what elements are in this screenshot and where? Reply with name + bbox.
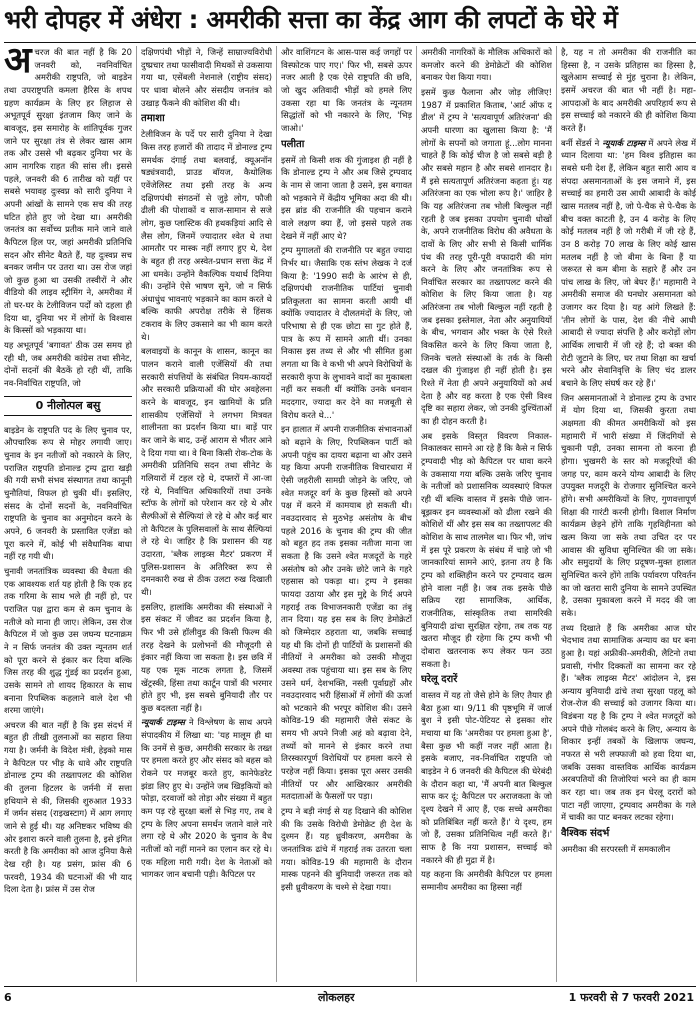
subheading-tamasha: तमाशा bbox=[141, 113, 165, 125]
article-column-4 bbox=[421, 46, 552, 984]
subheading-vaishvik-sandarbh: वैश्विक संदर्भ bbox=[561, 828, 610, 840]
paragraph: जिन असमानताओं ने डोनाल्ड ट्रम्प के उभार में योग दिया था, जिसकी कुरता तथा अक्षमता की कीमत अमरीकियों को इस महामारी में भारी संख्या में जिंदगियों से चुकानी पड़ी, उनका सामना तो करना ही होगा। भुखमरी के स्तर को मजदूरियों की जगह पर, काम करने योग्य आबादी के लिए उपयुक्त मजदूरी के रोजगार सुनिश्चित करने होंगे। सभी अमरीकियों के लिए, गुणवत्तापूर्ण शिक्षा की गारंटी करनी होगी। विशाल निर्माण कार्यक्रम छेड़ने होंगे ताकि गृहविहीनता को खत्म किया जा सके तथा उचित दर पर आवास की सुविधा सुनिश्चित की जा सके। और समुदायों के लिए प्रदूषण-मुक्त हालात सुनिश्चित करने होंगे ताकि पर्यावरण परिवर्तन का जो खतरा सारी दुनिया के सामने उपस्थित है, उसका मुकाबला करने में मदद की जा सके। bbox=[561, 392, 696, 618]
paragraph: टेलीविजन के पर्दे पर सारी दुनिया ने देखा किस तरह हजारों की तादाद में डोनाल्ड ट्रम्प समर्थक दंगाई तथा बलवाई, क्यूअनॉन षड्यंत्रवादी, प्राउड बॉयज, कैथोलिक एवेंजेलिस्ट तथा इसी तरह के अन्य दक्षिणपंथी संगठनों से जुड़े लोग, फौजी ढीली की पोशाकों व साज-सामान से सजे लोग, कुछ प्लास्टिक की हथकड़ियां आदि से लैस लोग, जिनमें ज्यादातर श्वेत थे तथा आमतौर पर मास्क नहीं लगाए हुए थे, देश के बहुत ही तरह अस्वेत-प्रधान सत्ता केंद्र में आ धमके। उन्होंने वैकल्पिक यथार्थ दिनिया की। उन्होंने ऐसे भाषण सुने, जो न सिर्फ अंधाधुंध भावनाएं भड़काने का काम करते थे बल्कि काफी अपरोक्ष तरीके से हिंसक टकराव के लिए उकसाने का भी काम करते थे। bbox=[141, 129, 272, 342]
paragraph-text: चरज की बात नहीं है कि 20 जनवरी को, नवनिर्वाचित अमरीकी राष्ट्रपति, जो बाइडेन तथा उपराष्ट्रपति कमला हैरिस के शपथ ग्रहण कार्यक्रम के लिए हर लिहाज से अभूतपूर्व सुरक्षा इंतजाम किए जाने के बावजूद, इस समारोह के शांतिपूर्वक गुजर जाने पर सुरक्षा तंत्र से लेकर खास आम तक और उससे भी बढ़कर दुनिया भर के आम नागरिक राहत की सांस ली। इससे पहले, जनवरी की 6 तारीख को यहीं पर सबसे भयावह दुःस्वप्न को सारी दुनिया ने अपनी आंखों के सामने एक सच की तरह घटित होते हुए जो देखा था। अमरीकी जनतंत्र का सर्वोच्च प्रतीक माने जाने वाले कैपिटल हिल पर, जहां अमरीकी प्रतिनिधि सदन और सीनेट बैठते हैं, यह दुःस्वप्न सच बनकर जमीन पर उतरा था। उस रोज जहां जो कुछ हुआ था उसकी तस्वीरों ने और वीडियो की लाइव स्ट्रीमिंग ने, अमरीका में तो घर-घर के टेलीविजन पर्दों को दहला ही दिया था, दुनिया भर में लोगों के विश्वास के किस्सों को भड़काया था। bbox=[4, 47, 132, 336]
footer-rule bbox=[4, 986, 696, 987]
page-number: 6 bbox=[4, 991, 12, 1004]
paragraph: अचरज की बात नहीं है कि इस संदर्भ में बहुत ही तीखी तुलनाओं का सहारा लिया गया है। जर्मनी के विदेश मंत्री, हेइको मास ने कैपिटल पर भीड़ के धावे और राष्ट्रपति डोनाल्ड ट्रम्प की तख्तापलट की कोशिश की तुलना हिटलर के जर्मनी में सत्ता हथियाने से की, जिसकी शुरुआत 1933 में जर्मन संसद (राइखस्टाग) में आग लगाए जाने से हुई थी। यह अनिष्टकर भविष्य की ओर इशारा करने वाली तुलना है, इसे इंगित करती है कि अमरीका को आज दुनिया कैसे देख रही है। यह प्रसंग, फ्रांस की 6 फरवरी, 1934 की घटनाओं की भी याद दिला देता है। फ्रांस में उस रोज bbox=[4, 719, 132, 895]
paragraph-text: ने विश्लेषण के साथ अपने संपादकीय में लिखा था: 'यह मालूम ही था कि उनमें से कुछ, अमरीकी सरकार के तख्त पर हमला करते हुए और संसद को बहस को रोकने पर मजबूर करते हुए, कानेफेडरेट झंडा लिए हुए थे। उन्होंने जब खिड़कियों को फोड़ा, दरवाजों को तोड़ा और संख्या में बहुत कम पड़ रहे सुरक्षा बलों से भिड़ गए, तब वे ट्रम्प के लिए अपना समर्थन जताने वाले नारे लगा रहे थे और 2020 के चुनाव के वैध नतीजों को नहीं मानने का एलान कर रहे थे। एक महिला मारी गयी। देश के नेताओं को भागकर जान बचानी पड़ी। कैपिटल पर bbox=[141, 717, 272, 880]
paragraph: चुनावी जनतांत्रिक व्यवस्था की वैधता की एक आवश्यक शर्त यह होती है कि एक हद तक गरिमा के साथ भले ही नहीं हो, पर पराजित पक्ष द्वारा कम से कम चुनाव के नतीजे को माना ही जाए। लेकिन, उस रोज कैपिटल में जो कुछ उस जघन्य घटनाक्रम ने न सिर्फ जनतंत्र की उक्त न्यूनतम शर्त को पूरा करने से इंकार कर दिया बल्कि जिस तरह की शुद्ध गुंडई का प्रदर्शन हुआ, उसके सामने तो शायद हिकारत के साथ बनाना रिपब्लिक कहलाने वाले देश भी शरमा जाएंगे। bbox=[4, 565, 132, 716]
newspaper-title: लोकलहर bbox=[318, 991, 355, 1004]
paragraph-text: बर्नी सेंडर्स ने bbox=[561, 137, 603, 148]
article-column-3 bbox=[281, 46, 412, 984]
paragraph bbox=[141, 716, 272, 881]
paragraph: इसमें तो किसी शक की गुंजाइश ही नहीं है कि डोनाल्ड ट्रम्प ने और अब जिसे ट्रम्पवाद के नाम से जाना जाता है उसने, इस बगावत को भड़काने में केंद्रीय भूमिका अदा की थी। इस ब्रांड की राजनीति की पहचान कराने वाले लक्षण क्या हैं, जो इससे पहले तक देखने में नहीं आए थे? bbox=[281, 154, 412, 241]
paragraph: दक्षिणपंथी भीड़ों ने, जिन्हें साम्राज्यविरोधी दुष्प्रचार तथा फासीवादी मिथकों से उकसाया गया था, एसेंबली नेशनाले (राष्ट्रीय संसद) पर धावा बोलने और संसदीय जनतंत्र को उखाड़ फैंकने की कोशिश की थी। bbox=[141, 47, 272, 108]
subheading-gharelu-dararen: घरेलू दरारें bbox=[421, 674, 458, 686]
column-divider bbox=[276, 46, 277, 982]
paragraph: ट्रम्प ने बड़ी नंगई से यह दिखाने की कोशिश की कि उसके विरोधी डेमोक्रेट ही देश के दुश्मन हैं। यह ध्रुवीकरण, अमरीका के जनतांत्रिक ढांचे में गहराई तक उतरता चला गया। कोविड-19 की महामारी के दौरान मास्क पहनने की बुनियादी जरूरत तक को इसी ध्रुवीकरण के चश्मे से देखा गया। bbox=[281, 806, 412, 892]
paragraph: इसमें कुछ फैलाना और जोड़ लीजिए! 1987 में प्रकाशित किताब, 'आर्ट ऑफ द डील' में ट्रम्प ने 'सत्यवापूर्ण अतिरंजना' की अपनी धारणा का खुलासा किया है: 'मैं लोगों के सपनों को जगाता हूं...लोग मानना चाहते हैं कि कोई चीज है जो सबसे बड़ी है और सबसे महान है और सबसे शानदार है। मैं इसे सत्यतापूर्ण अतिरंजना कहता हूं। यह अतिरंजना का एक भोला रूप है।' जाहिर है कि यह अतिरंजना तब भोली बिल्कुल नहीं रहती है जब इसका उपयोग चुनावी धोखों के, अपने राजनीतिक विरोध की अवैधता के दावों के लिए और सभी से किसी धार्मिक पंथ की तरह पूरी-पूरी वफादारी की मांग करने के लिए और जनतांत्रिक रूप से निर्वाचित सरकार का तख्तापलट करने की कोशिश के लिए किया जाता है। यह अतिरंजना तब भोली बिल्कुल नहीं रहती है जब इसका इस्तेमाल, नेता और अनुयायियों के बीच, भगवान और भक्त के ऐसे रिश्ते विकसित करने के लिए किया जाता है, जिनके चलते संस्थाओं के तर्क के किसी दखल की गुंजाइश ही नहीं होती है। इस रिश्ते में नेता ही अपने अनुयायियों को अर्थ देता है और वह करता है एक ऐसी विश्व दृष्टि का सहारा लेकर, जो उनकी दुश्चिंताओं का ही दोहन करती है। bbox=[421, 86, 552, 427]
subheading-palita: पलीता bbox=[281, 138, 305, 150]
column-divider bbox=[416, 46, 417, 982]
article-column-2 bbox=[141, 46, 272, 984]
page-headline: भरी दोपहर में अंधेरा : अमरीकी सत्ता का केंद्र आग की लपटों के घेरे में bbox=[4, 5, 618, 34]
paragraph: यह अभूतपूर्व 'बगावत' ठीक उस समय हो रही थी, जब अमरीकी कांग्रेस तथा सीनेट, दोनों सदनों की बैठकें हो रही थीं, ताकि नव-निर्वाचित राष्ट्रपति, जो bbox=[4, 340, 132, 389]
newspaper-name: न्यूयार्क टाइम्स bbox=[602, 137, 646, 148]
article-column-1 bbox=[4, 46, 132, 984]
column-divider bbox=[136, 46, 137, 982]
drop-cap: अ bbox=[4, 46, 32, 81]
headline-rule bbox=[4, 42, 696, 43]
article-column-5 bbox=[561, 46, 696, 984]
opening-paragraph bbox=[4, 46, 132, 337]
issue-date: 1 फरवरी से 7 फरवरी 2021 bbox=[568, 991, 694, 1004]
paragraph: ट्रम्प मुगालतों की राजनीति पर बहुत ज्यादा निर्भर था। जैसाकि एक स्तंभ लेखक ने दर्ज किया है: '1990 सदी के आरंभ से ही, दक्षिणपंथी राजनीतिक पार्टियां चुनावी प्रतिकूलता का सामना करती आयी थीं क्योंकि ज्यादातर वे दौलतमंदों के लिए, जो परिभाषा से ही एक छोटा सा गुट होते हैं, पात्र के रूप में सामने आती थीं। उनका निकास इस तथ्य से और भी सीमित हुआ लगता था कि वे कभी भी अपने विरोधियों के सरकारी कृपा के लुभावने वादों का मुकाबला नहीं कर सकती थीं क्योंकि उनके धनवान मददगार, ज्यादा कर देने का मजबूती से विरोध करते थे...' bbox=[281, 245, 412, 420]
paragraph: है, यह न तो अमरीका की राजनीति का हिस्सा है, न उसके प्रतिहास का हिस्सा है, खुलेआम सच्चाई से मुंह चुराना है। लेकिन, इसमें अचरज की बात भी नहीं है। महा-आपदाओं के बाद अमरीकी अपरिहार्य रूप से इस सच्चाई को नकारने की ही कोशिश किया करते हैं। bbox=[561, 47, 696, 133]
paragraph bbox=[561, 137, 696, 390]
paragraph: इसलिए, हालांकि अमरीका की संस्थाओं ने इस संकट में जीवट का प्रदर्शन किया है, फिर भी उसे हॉलीवुड की किसी फिल्म की तरह देखने के प्रलोभनों की मौजूदगी से इंकार नहीं किया जा सकता है। इस छवि में यह एक मूक नाटक लगता है, जिसमें खेंट्रस्की, हिंसा तथा कार्टून पात्रों की भरमार होते हुए भी, इस सबसे बुनियादी तौर पर कुछ बदलता नहीं है। bbox=[141, 601, 272, 713]
paragraph-text: में अपने लेख में ध्यान दिलाया था: 'हम विश्व इतिहास का सबसे धनी देश हैं, लेकिन बहुत सारी आय व संपदा असमानताओं के इस जमाने में, इस सच्चाई का हमारी उस आधी आबादी के कोई खास मतलब नहीं है, जो पे-चैक से पे-चैक के बीच वक्त काटती है, उन 4 करोड़ के लिए कोई मतलब नहीं है जो गरीबी में जी रहे हैं, उन 8 करोड़ 70 लाख के लिए कोई खास मतलब नहीं है जो बीमा के बिना हैं या जरूरत से कम बीमा के सहारे हैं और उन पांच लाख के लिए, जो बेघर हैं।' महामारी ने अमरीकी समाज की घनघोर असमानता को उजागर कर दिया है। यह आंगे लिखते हैं: 'तीन लोगों के पास, देश की नीचे आधी आबादी से ज्यादा संपत्ति है और करोड़ों लोग आर्थिक लाचारी में जी रहे हैं; दो बक्त की रोटी जुटाने के लिए, घर तथा शिक्षा का खर्चा भरने और सेवानिवृत्ति के लिए चंद डालर बचाने के लिए संघर्ष कर रहे हैं।' bbox=[561, 137, 696, 389]
paragraph: बलवाइयों के कानून के शासन, कानून का पालन कराने वाली एजेंसियों की तथा सरकारी संपत्तियों के संबंधित नियम-कायदों और सरकारी प्रक्रियाओं की घोर अवहेलना करने के बावजूद, इन खामियों के प्रति शासकीय एजेंसियों ने लगभग मित्रवत शालीनता का प्रदर्शन किया था। बाड़ें पार कर जाने के बाद, उन्हें आराम से भीतर आने दे दिया गया था। वे बिना किसी रोक-टोक के अमरीकी प्रतिनिधि सदन तथा सीनेट के गलियारों में टहल रहे थे, दफ्तरों में आ-जा रहे थे, निर्वाचित अधिकारियों तथा उनके स्टॉफ के लोगों को परेशान कर रहे थे और सैल्फीओं से सैल्फियां ले रहे थे और कई बार तो कैपिटल के पुलिसवालों के साथ सैल्फियां ले रहे थे। जाहिर है कि प्रशासन की यह उदारता, 'ब्लैक लाइव्स मैटर' प्रकरण में पुलिस-प्रशासन के अतिरिक्त रूप से दमनकारी रुख से ठीक उलटा रुख दिखाती थी। bbox=[141, 346, 272, 597]
paragraph: तथ्य दिखाते हैं कि अमरीका आज घोर भेदभाव तथा सामाजिक अन्याय का घर बना हुआ है। यहां अफ्रीकी-अमरीकी, लैटिनो तथा प्रवासी, गंभीर दिक्कतों का सामना कर रहे हैं। 'ब्लैक लाइव्स मैटर' आंदोलन ने, इस अन्याय बुनियादी ढांचे तथा सुरक्षा पहलू को रोज-रोज की सच्चाई को उजागर किया था। विडंबना यह है कि ट्रम्प ने श्वेत मजदूरों को अपने पीछे गोलबंद करने के लिए, अन्याय के शिकार इन्हीं तबकों के खिलाफ जघन्य, नफरत से भरी लफ्फाजी को हवा दिया था, जबकि उसका वास्तविक आर्थिक कार्यक्रम अरबपतियों की तिजोरियां भरने का ही काम कर रहा था। जब तक इन घेरलू दरारों को पाटा नहीं जाएगा, ट्रम्पवाद अमरीका के गले में चाकी का पाट बनकर लटका रहेगा। bbox=[561, 622, 696, 823]
paragraph: अब इसके विस्तृत विवरण निकाल-निकालकर सामने आ रहे हैं कि कैसे न सिर्फ ट्रम्पवादी भीड़ को कैपिटल पर धावा करने के उकसाया गया बल्कि उसके जरिए चुनाव के नतीजों को प्रशासनिक व्यवस्थाएं विफल रही थीं बल्कि वास्तव में इसके पीछे जान-बूझकर इन व्यवस्थाओं को ढीला रखने की कोशिशें थीं और इस सब का तख्तापलट की कोशिश के साथ तालमेल था। फिर भी, जांच में इस पूरे प्रकरण के संबंध में चाहे जो भी जानकारियां सामने आएं, इतना तय है कि ट्रम्प को शक्तिहीन करने पर ट्रम्पवाद खत्म होने वाला नहीं है। जब तक इसके पीछे सक्रिय रहा सामाजिक, आर्थिक, राजनीतिक, सांस्कृतिक तथा सामरिकी बुनियादी ढांचा सुरक्षित रहेगा, तब तक यह खतरा मौजूद ही रहेगा कि ट्रम्प कभी भी दोबारा खतरनाक रूप लेकर फन उठा सकता है। bbox=[421, 430, 552, 669]
paragraph: अमरीकी नागरिकों के मौलिक अधिकारों को कमजोर करने की डेमोक्रेटों की कोशिश बनाकर पेश किया गया। bbox=[421, 47, 552, 83]
paragraph: यह कहना कि अमरीकी कैपिटल पर हमला सम्मानीय अमरीका का हिस्सा नहीं bbox=[421, 869, 552, 892]
paragraph: वास्तव में यह तो जैसे होने के लिए तैयार ही बैठा हुआ था। 9/11 की पृष्ठभूमि में जार्ज बुश ने इसी पोट-पेटियट से इसका शोर मचाया था कि 'अमरीका पर हमला हुआ है', बैसा कुछ भी कहीं नजर नहीं आता है। इसके बजाए, नव-निर्वाचित राष्ट्रपति जो बाइडेन ने 6 जनवरी की कैपिटल की घेरेबंदी के दौरान कहा था, 'मैं अपनी बात बिल्कुल साफ कर दूं: कैपिटल पर अराजकता के जो दृश्य देखने में आए हैं, एक सच्चे अमरीका को प्रतिबिंबित नहीं करते हैं।' ये दृश्य, हम जो हैं, उसका प्रतिनिधित्व नहीं करते हैं।' साफ है कि नया प्रशासन, सच्चाई को नकारने की ही मुद्रा में है। bbox=[421, 690, 552, 865]
paragraph: बाइडेन के राष्ट्रपति पद के लिए चुनाव पर, औपचारिक रूप से मोहर लगायी जाए। चुनाव के इन नतीजों को नकारने के लिए, पराजित राष्ट्रपति डोनाल्ड ट्रम्प द्वारा खड़ी की गयी सभी संभव संस्थागत तथा कानूनी चुनौतियां, विफल हो चुकी थीं। इसलिए, संसद के दोनों सदनों के, नवनिर्वाचित राष्ट्रपति के चुनाव का अनुमोदन करने के अपने, 6 जनवरी के प्रस्तावित एजेंडा को पूरा करने में, कोई भी संवैधानिक बाधा नहीं रह गयी थी। bbox=[4, 424, 132, 562]
paragraph: और वाशिंगटन के आस-पास कई जगहों पर विस्फोटक पाए गए।' फिर भी, सबसे ऊपर नजर आती है एक ऐसे राष्ट्रपति की छवि, जो खुद अतिवादी भीड़ों को हमले लिए उकसा रहा था कि जनतंत्र के न्यूनतम सिद्धांतों को भी नकारने के लिए, 'भिड़ जाओ।' bbox=[281, 47, 412, 133]
author-byline: 0 नीलोत्पल बसु bbox=[4, 396, 132, 416]
column-divider bbox=[556, 46, 557, 982]
newspaper-name: न्यूयार्क टाइम्स bbox=[141, 717, 185, 728]
paragraph: अमरीका की सरपरस्ती में समकालीन bbox=[561, 844, 671, 855]
paragraph: इन हालात में अपनी राजनीतिक संभावनाओं को बढ़ाने के लिए, रिपब्लिकन पार्टी को अपनी पहुंच का दायरा बढ़ाना था और उसने यह किया अपनी राजनीतिक विचारधारा में ऐसी जहरीली सामग्री जोड़ने के जरिए, जो श्वेत मजदूर वर्ग के कुछ हिस्सों को अपने पक्ष में करने में कामयाब हो सकती थी। नवउदारवाद से मुठभेड़ असंतोष के बीच पहले 2016 के चुनाव की ट्रम्प की जीत को बहुत हद तक इसका नतीजा माना जा सकता है कि उसने श्वेत मजदूरों के गहरे असंतोष को और उनके छोटे जाने के गहरे एहसास को पकड़ा था। ट्रम्प ने इसका फायदा उठाया और इस मुद्दे के गिर्द अपने गहराई तक विभाजनकारी एजेंडा का तंबू तान दिया। यह इस सब के लिए डेमोक्रेटों को जिम्मेदार ठहराता था, जबकि सच्चाई यह थी कि दोनों ही पार्टियों के प्रशासनों की नीतियों ने अमरीका को उसकी मौजूदा अवस्था तक पहुंचाया था। इस सब के लिए उसने धर्म, देशभक्ति, नस्ली पूर्वाग्रहों और नवउदारवाद भरी हिंसाओं में लोगों की ऊर्जा को भटकाने की भरपूर कोशिश की। उसने कोविड-19 की महामारी जैसे संकट के समय भी अपने निजी अहं को बढ़ावा देने, तथ्यों को मानने से इंकार करने तथा तिरस्कारपूर्ण विरोधियों पर हमला करने से परहेज नहीं किया। इसका पूरा असर उसकी नीतियों पर और आखिरकार अमरीकी मतदाताओं के फैसलों पर पड़ा। bbox=[281, 424, 412, 802]
